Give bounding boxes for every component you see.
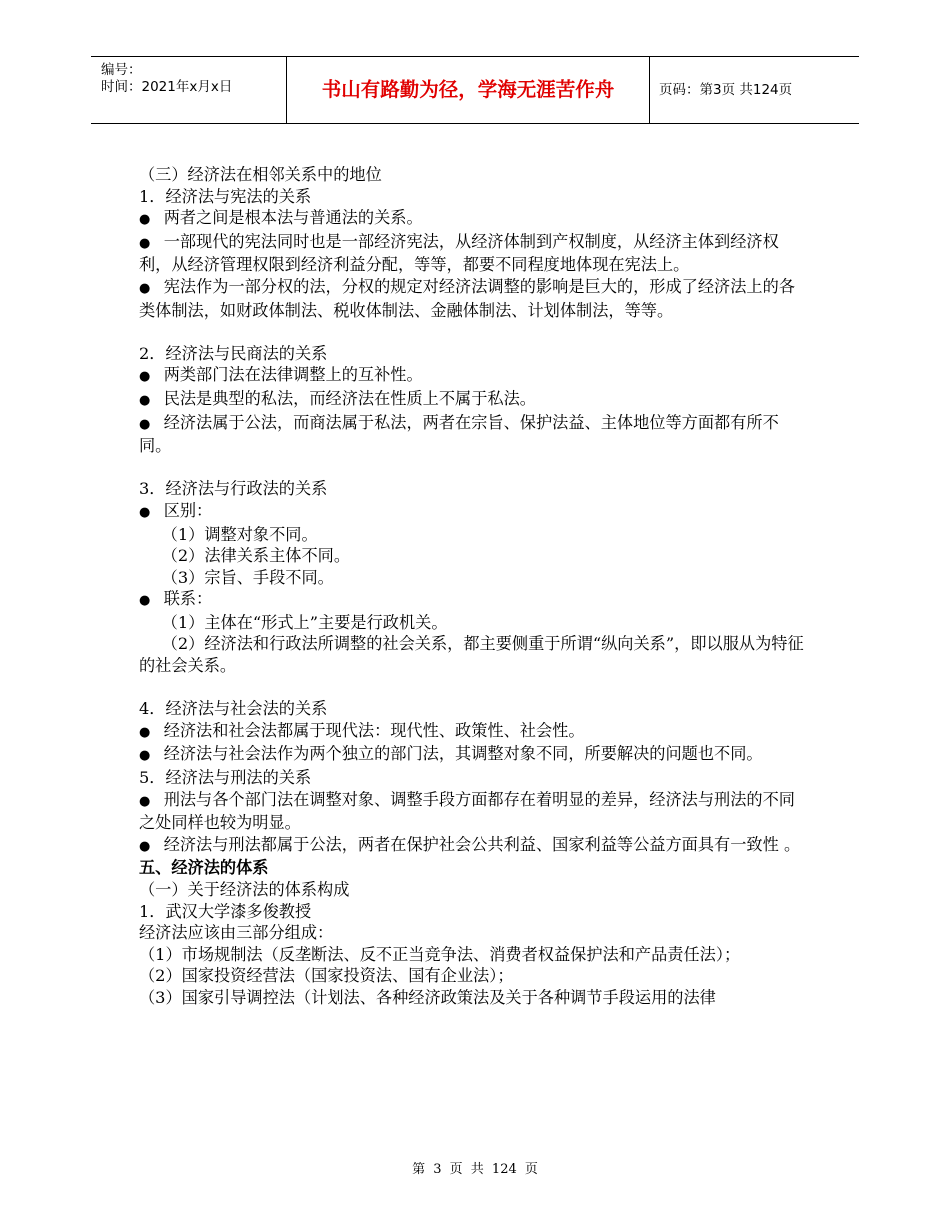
header-motto: 书山有路勤为径，学海无涯苦作舟 [287, 57, 650, 123]
bullet-icon: ● [139, 235, 151, 251]
subsection-heading: （一）关于经济法的体系构成 [139, 880, 350, 899]
item-heading: 1．武汉大学漆多俊教授 [139, 901, 312, 921]
list-item: （3）国家引导调控法（计划法、各种经济政策法及关于各种调节手段运用的法律 [139, 987, 716, 1007]
page-footer: 第 3 页 共 124 页 [412, 1162, 538, 1177]
header-page-label: 页码：第3页 共124页 [659, 82, 793, 98]
sub-item: （1）调整对象不同。 [161, 524, 318, 544]
item-heading: 4．经济法与社会法的关系 [139, 699, 328, 719]
bullet-item [139, 364, 811, 388]
bullet-icon: ● [139, 793, 151, 809]
number-label: 编号： [101, 62, 142, 78]
time-label: 时间：2021年x月x日 [101, 79, 233, 95]
sub-item: （1）主体在“形式上”主要是行政机关。 [161, 612, 448, 632]
bullet-item [139, 588, 811, 612]
bullet-item [139, 207, 811, 231]
bullet-icon: ● [139, 838, 151, 854]
item-heading: 1．经济法与宪法的关系 [139, 186, 312, 206]
page-header [91, 56, 859, 124]
bullet-icon: ● [139, 212, 151, 228]
sub-item: （2）法律关系主体不同。 [161, 546, 351, 566]
bullet-item [139, 743, 811, 767]
bullet-text: 宪法作为一部分权的法，分权的规定对经济法调整的影响是巨大的，形成了经济法上的各类体制法，如财政体制法、税收体制法、金融体制法、计划体制法，等等。 [139, 276, 795, 320]
bullet-text: 经济法和社会法都属于现代法：现代性、政策性、社会性。 [163, 720, 585, 740]
item-heading: 5．经济法与刑法的关系 [139, 768, 312, 788]
bullet-icon: ● [139, 593, 151, 609]
bullet-item [139, 412, 811, 457]
subsection-heading: （三）经济法在相邻关系中的地位 [139, 165, 382, 184]
item-heading: 2．经济法与民商法的关系 [139, 343, 328, 363]
sub-item: （3）宗旨、手段不同。 [161, 567, 334, 587]
bullet-text: 联系： [163, 589, 213, 609]
bullet-item [139, 276, 811, 321]
section-heading: 五、经济法的体系 [139, 858, 269, 878]
list-item: （2）国家投资经营法（国家投资法、国有企业法）； [139, 966, 514, 986]
bullet-text: 民法是典型的私法，而经济法在性质上不属于私法。 [163, 388, 536, 408]
bullet-text: 一部现代的宪法同时也是一部经济宪法，从经济体制到产权制度，从经济主体到经济权利，从经济管理权限到经济利益分配，等等，都要不同程度地体现在宪法上。 [139, 231, 779, 275]
bullet-icon: ● [139, 416, 151, 432]
bullet-icon: ● [139, 280, 151, 296]
bullet-icon: ● [139, 724, 151, 740]
bullet-item [139, 500, 811, 524]
bullet-item [139, 789, 811, 834]
bullet-icon: ● [139, 748, 151, 764]
bullet-item [139, 231, 811, 276]
bullet-text: 区别： [163, 500, 213, 520]
bullet-icon: ● [139, 504, 151, 520]
bullet-text: 刑法与各个部门法在调整对象、调整手段方面都存在着明显的差异，经济法与刑法的不同之处同样也较为明显。 [139, 789, 795, 833]
bullet-item [139, 720, 811, 744]
bullet-text: 两类部门法在法律调整上的互补性。 [163, 365, 423, 385]
bullet-item [139, 834, 811, 858]
document-body [139, 164, 811, 1009]
bullet-icon: ● [139, 392, 151, 408]
list-item: （1）市场规制法（反垄断法、反不正当竞争法、消费者权益保护法和产品责任法）； [139, 944, 741, 964]
bullet-item [139, 388, 811, 412]
bullet-text: 两者之间是根本法与普通法的关系。 [163, 208, 423, 228]
bullet-text: 经济法与刑法都属于公法，两者在保护社会公共利益、国家利益等公益方面具有一致性 。 [163, 834, 801, 854]
header-meta [91, 57, 287, 123]
item-heading: 3．经济法与行政法的关系 [139, 479, 328, 499]
sub-item: （2）经济法和行政法所调整的社会关系，都主要侧重于所谓“纵向关系”，即以服从为特征的社会关系。 [139, 634, 804, 676]
bullet-text: 经济法与社会法作为两个独立的部门法，其调整对象不同，所要解决的问题也不同。 [163, 744, 763, 764]
bullet-icon: ● [139, 369, 151, 385]
paragraph: 经济法应该由三部分组成： [139, 923, 334, 943]
bullet-text: 经济法属于公法，而商法属于私法，两者在宗旨、保护法益、主体地位等方面都有所不同。 [139, 412, 779, 456]
